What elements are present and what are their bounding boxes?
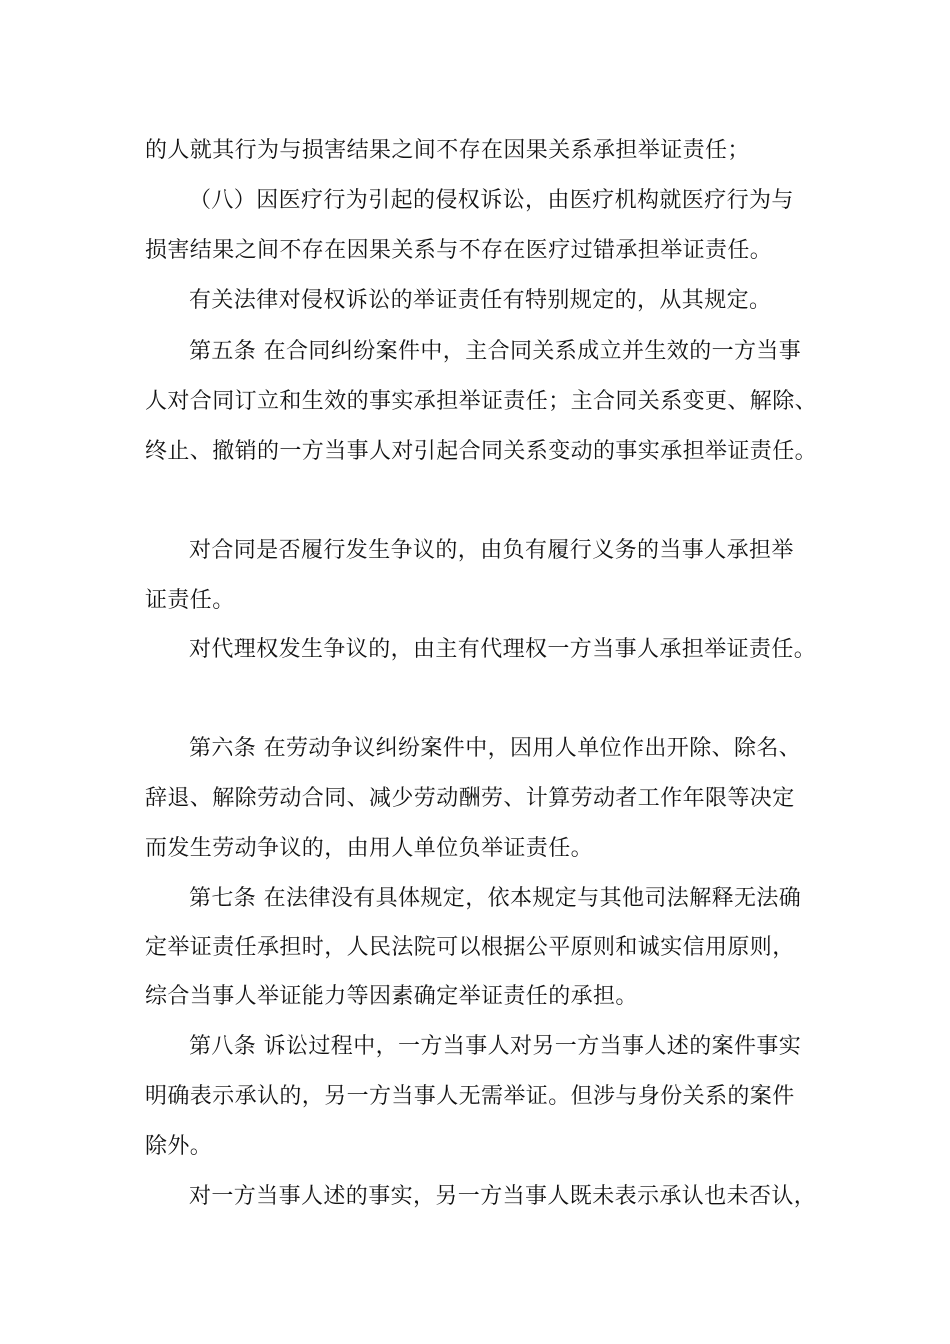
text-line: 定举证责任承担时，人民法院可以根据公平原则和诚实信用原则， bbox=[145, 935, 795, 960]
text-line: 对代理权发生争议的，由主有代理权一方当事人承担举证责任。 bbox=[189, 637, 817, 662]
text-line: 第七条 在法律没有具体规定，依本规定与其他司法解释无法确 bbox=[189, 886, 802, 911]
text-line: 的人就其行为与损害结果之间不存在因果关系承担举证责任； bbox=[145, 138, 750, 163]
text-line: 而发生劳动争议的，由用人单位负举证责任。 bbox=[145, 836, 594, 861]
text-line: 综合当事人举证能力等因素确定举证责任的承担。 bbox=[145, 984, 638, 1009]
text-line: 有关法律对侵权诉讼的举证责任有特别规定的，从其规定。 bbox=[189, 288, 772, 313]
text-line: 人对合同订立和生效的事实承担举证责任；主合同关系变更、解除、 bbox=[145, 389, 818, 414]
text-line: 终止、撤销的一方当事人对引起合同关系变动的事实承担举证责任。 bbox=[145, 439, 818, 464]
text-line: 辞退、解除劳动合同、减少劳动酬劳、计算劳动者工作年限等决定 bbox=[145, 786, 795, 811]
text-line: 第六条 在劳动争议纠纷案件中，因用人单位作出开除、除名、 bbox=[189, 736, 802, 761]
text-line: 第五条 在合同纠纷案件中，主合同关系成立并生效的一方当事 bbox=[189, 339, 802, 364]
text-line: 对合同是否履行发生争议的，由负有履行义务的当事人承担举 bbox=[189, 538, 794, 563]
text-line: 对一方当事人述的事实，另一方当事人既未表示承认也未否认， bbox=[189, 1184, 817, 1209]
text-line: 损害结果之间不存在因果关系与不存在医疗过错承担举证责任。 bbox=[145, 238, 773, 263]
text-line: 除外。 bbox=[145, 1134, 213, 1159]
text-line: 证责任。 bbox=[145, 588, 235, 613]
text-line: 第八条 诉讼过程中，一方当事人对另一方当事人述的案件事实 bbox=[189, 1034, 802, 1059]
text-line: （八）因医疗行为引起的侵权诉讼，由医疗机构就医疗行为与 bbox=[189, 188, 794, 213]
text-line: 明确表示承认的，另一方当事人无需举证。但涉与身份关系的案件 bbox=[145, 1084, 795, 1109]
